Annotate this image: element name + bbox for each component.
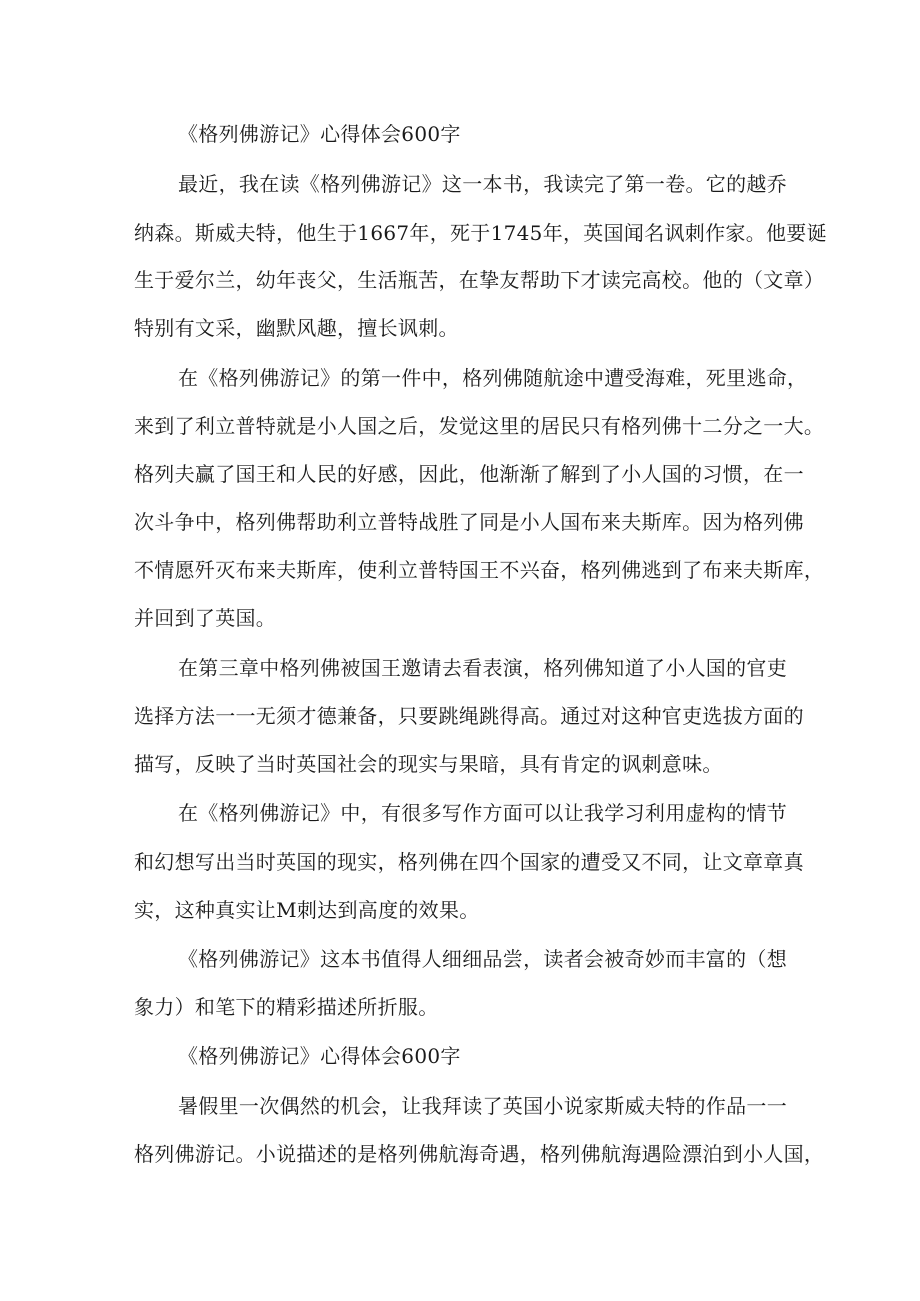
paragraph-line: 格列佛游记。小说描述的是格列佛航海奇遇，格列佛航海遇险漂泊到小人国， [134, 1142, 825, 1166]
paragraph-line: 在《格列佛游记》的第一件中，格列佛随航途中遭受海难，死里逃命， [178, 366, 808, 390]
paragraph-line: 特别有文采，幽默风趣，擅长讽刺。 [134, 316, 459, 340]
paragraph-line: 来到了利立普特就是小人国之后，发觉这里的居民只有格列佛十二分之一大。 [134, 414, 825, 438]
document-title: 《格列佛游记》心得体会600字 [178, 122, 461, 146]
paragraph-line: 并回到了英国。 [134, 606, 277, 630]
paragraph-line: 在《格列佛游记》中，有很多写作方面可以让我学习利用虚构的情节 [178, 801, 787, 825]
paragraph-line: 不情愿歼灭布来夫斯库，使利立普特国王不兴奋，格列佛逃到了布来夫斯库， [134, 558, 825, 582]
paragraph-line: 和幻想写出当时英国的现实，格列佛在四个国家的遭受又不同，让文章章真 [134, 850, 804, 874]
paragraph-line: 《格列佛游记》这本书值得人细细品尝，读者会被奇妙而丰富的（想 [178, 947, 787, 971]
paragraph-line: 在第三章中格列佛被国王邀请去看表演，格列佛知道了小人国的官吏 [178, 656, 787, 680]
paragraph-line: 最近，我在读《格列佛游记》这一本书，我读完了第一卷。它的越乔 [178, 172, 787, 196]
paragraph-line: 生于爱尔兰，幼年丧父，生活瓶苦，在挚友帮助下才读完高校。他的（文章） [134, 268, 825, 292]
paragraph-line: 纳森。斯威夫特，他生于1667年，死于1745年，英国闻名讽刺作家。他要诞 [134, 221, 827, 245]
paragraph-line: 暑假里一次偶然的机会，让我拜读了英国小说家斯威夫特的作品一一 [178, 1094, 787, 1118]
paragraph-line: 象力）和笔下的精彩描述所折服。 [134, 995, 439, 1019]
paragraph-line: 次斗争中，格列佛帮助利立普特战胜了同是小人国布来夫斯库。因为格列佛 [134, 510, 804, 534]
paragraph-line: 描写，反映了当时英国社会的现实与果暗，具有肯定的讽刺意味。 [134, 752, 723, 776]
section-title: 《格列佛游记》心得体会600字 [178, 1044, 461, 1068]
paragraph-line: 格列夫赢了国王和人民的好感，因此，他渐渐了解到了小人国的习惯，在一 [134, 462, 804, 486]
paragraph-line: 选择方法一一无须才德兼备，只要跳绳跳得高。通过对这种官吏选拔方面的 [134, 704, 804, 728]
paragraph-line: 实，这种真实让M刺达到高度的效果。 [134, 898, 480, 922]
